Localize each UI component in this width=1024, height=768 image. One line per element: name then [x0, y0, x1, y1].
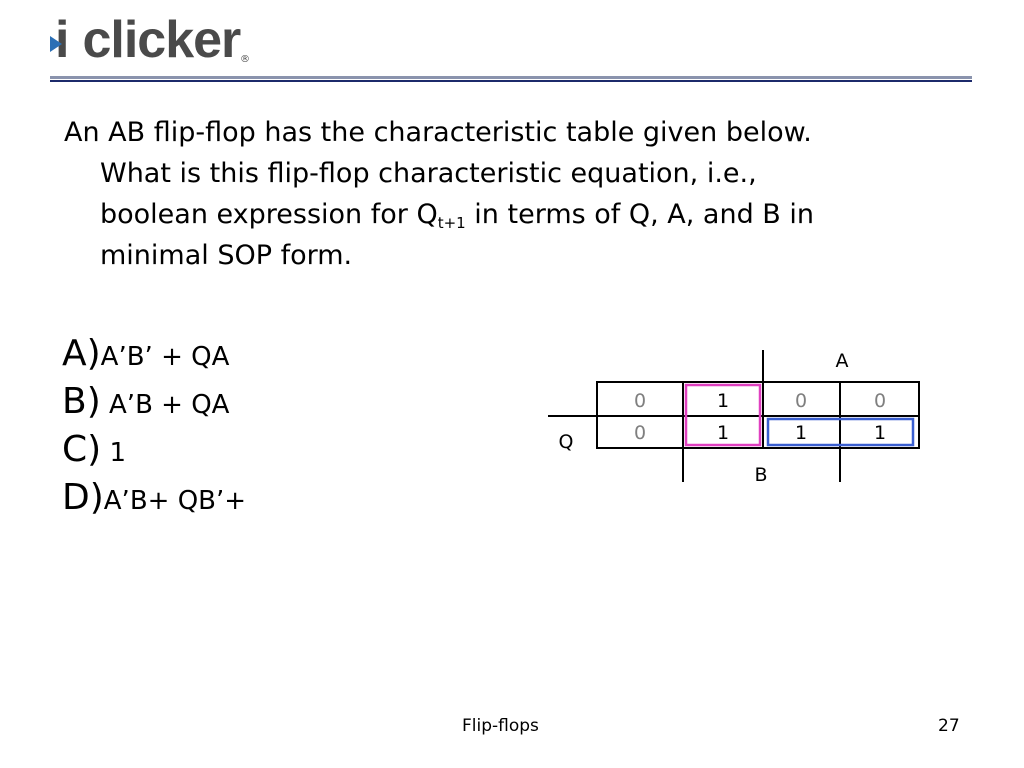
footer-title: Flip-flops — [462, 716, 539, 736]
option-letter: C) — [62, 429, 102, 470]
kmap-cell-r1c3: 1 — [873, 422, 887, 444]
kmap-label-b: B — [754, 464, 768, 486]
option-answer: 1 — [101, 438, 126, 468]
kmap-grid-border — [597, 382, 919, 448]
kmap-label-a: A — [835, 350, 849, 372]
question-subscript: t+1 — [437, 214, 466, 232]
option-answer: A’B’ + QA — [100, 342, 230, 372]
header-rule-dark — [50, 80, 972, 82]
question-line-3 — [64, 194, 969, 235]
question-line-2: What is this flip-flop characteristic equation, i.e., — [100, 158, 757, 189]
logo-arrow-icon — [50, 36, 62, 52]
slide-number: 27 — [938, 716, 960, 736]
option-answer: A’B+ QB’+ — [103, 486, 247, 516]
option-letter: B) — [62, 381, 101, 422]
header-rule-light — [50, 76, 972, 79]
option-letter: D) — [62, 477, 104, 518]
option-d[interactable] — [62, 474, 246, 522]
kmap-cell-r1c1: 1 — [716, 422, 730, 444]
logo-text: i clicker — [55, 11, 241, 69]
option-letter: A) — [62, 333, 101, 374]
registered-mark: ® — [240, 54, 250, 65]
kmap-pink-group — [686, 385, 760, 445]
answer-options — [62, 330, 246, 522]
option-answer: A’B + QA — [100, 390, 230, 420]
kmap-cell-r1c2: 1 — [794, 422, 808, 444]
option-a[interactable] — [62, 330, 246, 378]
option-c[interactable] — [62, 426, 246, 474]
kmap-cell-r0c0: 0 — [633, 390, 647, 412]
kmap-cell-r0c2: 0 — [794, 390, 808, 412]
kmap-cell-r0c1: 1 — [716, 390, 730, 412]
kmap-label-q: Q — [558, 431, 574, 453]
question-line-1: An AB flip-flop has the characteristic table given below. — [64, 117, 812, 148]
question-line-3-post: in terms of Q, A, and B in — [465, 199, 815, 230]
question-line-3-pre: boolean expression for Q — [100, 199, 438, 230]
kmap-cell-r0c3: 0 — [873, 390, 887, 412]
option-b[interactable] — [62, 378, 246, 426]
question-text — [64, 112, 969, 276]
kmap-cell-r1c0: 0 — [633, 422, 647, 444]
question-line-4: minimal SOP form. — [100, 240, 353, 271]
kmap-blue-group — [768, 419, 913, 445]
